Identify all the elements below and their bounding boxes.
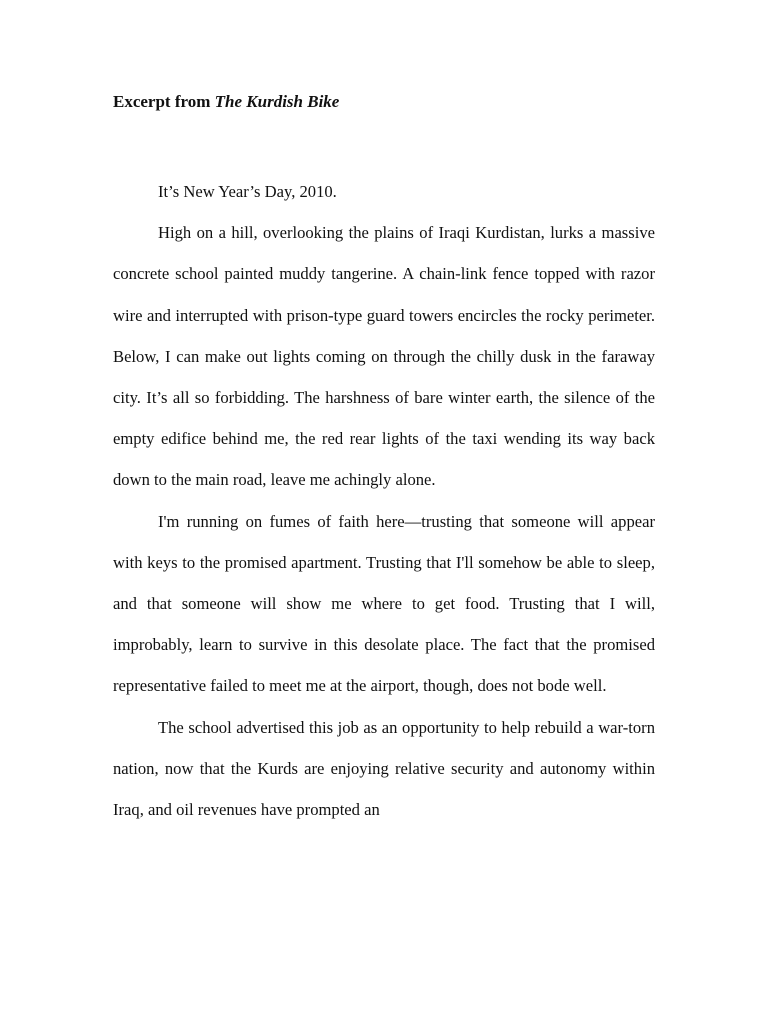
paragraph-3: I'm running on fumes of faith here—trusting that someone will appear with keys to the promised apartment. Trusting that I'll somehow be able to sleep, and that someone will show me where to get food. Trusting that I will, improbably, learn to survive in this desolate place. The fact that the promised representative failed to meet me at the airport, though, does not bode well. — [113, 511, 655, 696]
paragraph-4: The school advertised this job as an opportunity to help rebuild a war-torn nation, now that the Kurds are enjoying relative security and autonomy within Iraq, and oil revenues have prompted an — [113, 717, 655, 820]
book-title: The Kurdish Bike — [214, 92, 340, 111]
title-prefix: Excerpt from — [113, 92, 215, 111]
paragraph-1: It’s New Year’s Day, 2010. — [158, 182, 337, 201]
document-page — [113, 90, 655, 830]
paragraph-2: High on a hill, overlooking the plains of Iraqi Kurdistan, lurks a massive concrete school painted muddy tangerine. A chain-link fence topped with razor wire and interrupted with prison-type guard towers encircles the rocky perimeter. Below, I can make out lights coming on through the chilly dusk in the faraway city. It’s all so forbidding. The harshness of bare winter earth, the silence of the empty edifice behind me, the red rear lights of the taxi wending its way back down to the main road, leave me achingly alone. — [113, 223, 655, 490]
document-title — [113, 90, 655, 114]
